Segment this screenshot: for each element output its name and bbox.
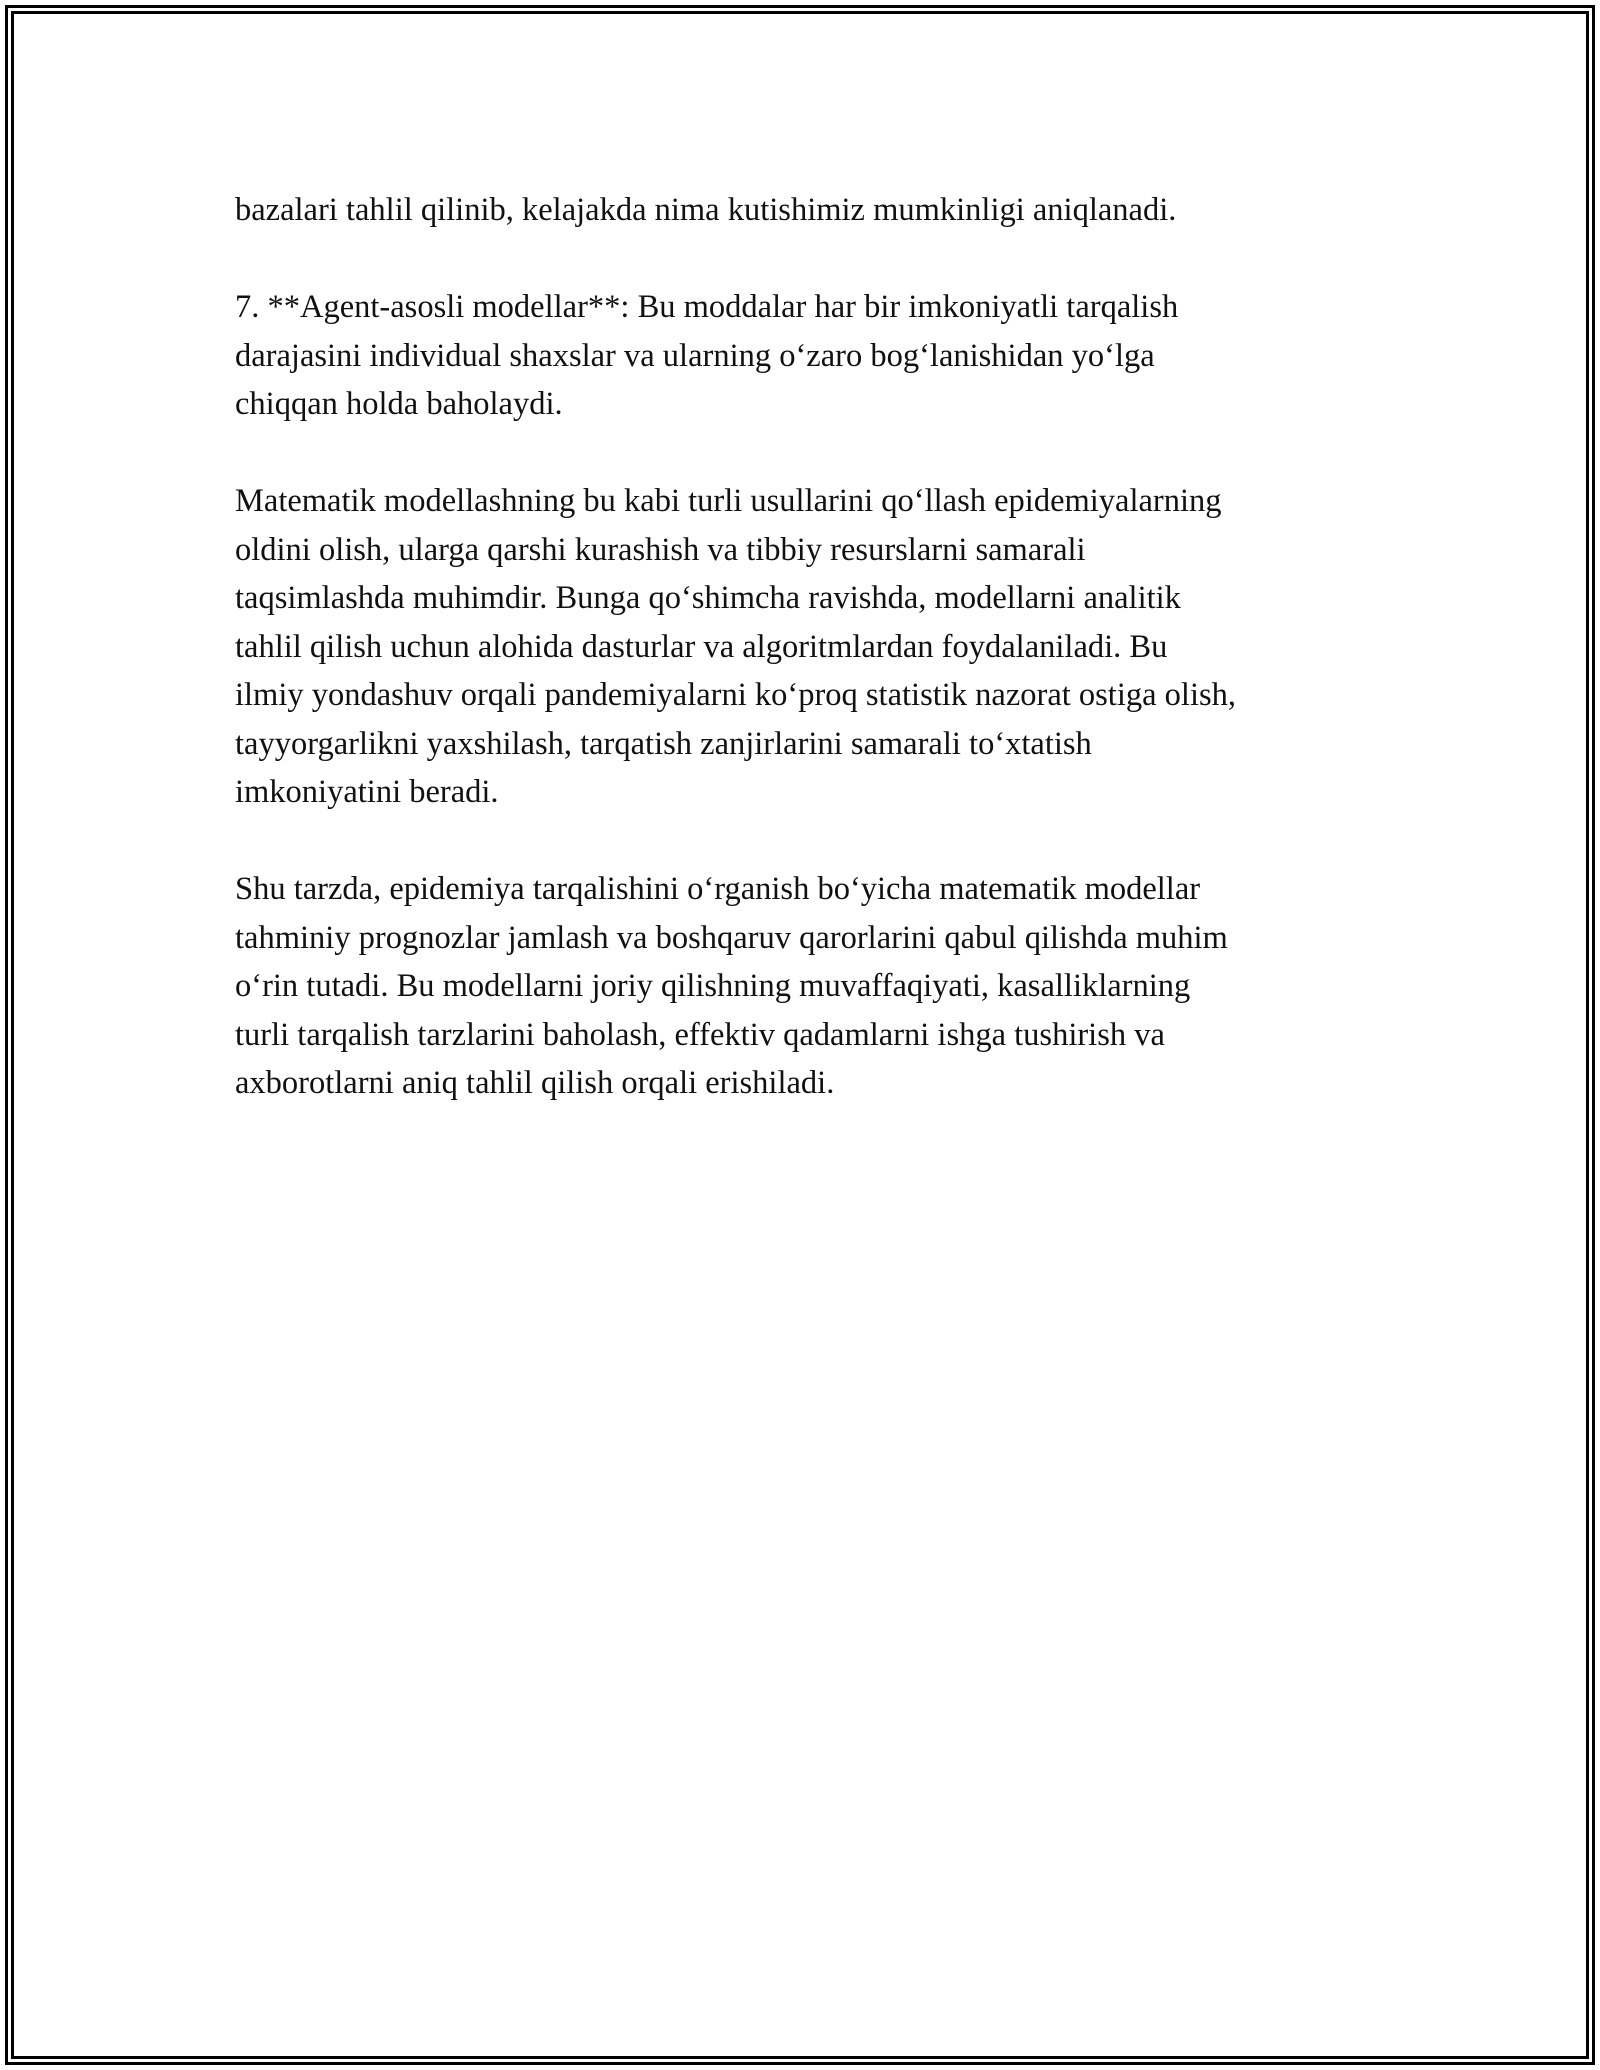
document-body <box>235 186 1375 1156</box>
paragraph-conclusion: Shu tarzda, epidemiya tarqalishini o‘rganish bo‘yicha matematik modellar tahminiy prognozlar jamlash va boshqaruv qarorlarini qabul qilishda muhim o‘rin tutadi. Bu modellarni joriy qilishning muvaffaqiyati, kasalliklarning turli tarqalish tarzlarini baholash, effektiv qadamlarni ishga tushirish va axborotlarni aniq tahlil qilish orqali erishiladi. <box>235 871 1228 1101</box>
paragraph-agent-based-models: 7. **Agent-asosli modellar**: Bu moddalar har bir imkoniyatli tarqalish darajasini individual shaxslar va ularning o‘zaro bog‘lanishidan yo‘lga chiqqan holda baholaydi. <box>235 289 1179 422</box>
paragraph-methods-application: Matematik modellashning bu kabi turli usullarini qo‘llash epidemiyalarning oldini olish, ularga qarshi kurashish va tibbiy resurslarni samarali taqsimlashda muhimdir. Bunga qo‘shimcha ravishda, modellarni analitik tahlil qilish uchun alohida dasturlar va algoritmlardan foydalaniladi. Bu ilmiy yondashuv orqali pandemiyalarni ko‘proq statistik nazorat ostiga olish, tayyorgarlikni yaxshilash, tarqatish zanjirlarini samarali to‘xtatish imkoniyatini beradi. <box>235 483 1236 810</box>
paragraph-continuation: bazalari tahlil qilinib, kelajakda nima kutishimiz mumkinligi aniqlanadi. <box>235 192 1177 228</box>
